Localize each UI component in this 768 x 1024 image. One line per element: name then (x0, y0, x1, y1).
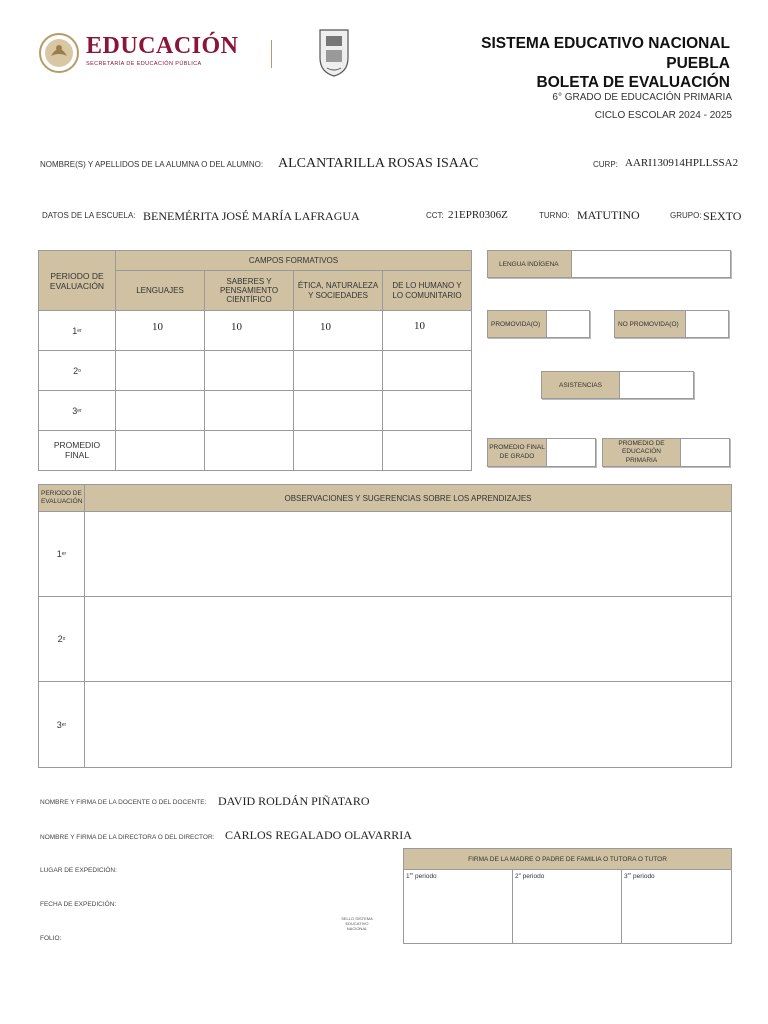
col-header-saberes: SABERES Y PENSAMIENTO CIENTÍFICO (204, 270, 294, 311)
obs-text-field[interactable] (84, 596, 732, 682)
period-number: 3 (56, 719, 62, 730)
grade-cell (115, 350, 205, 391)
puebla-shield-icon (317, 28, 351, 78)
student-name-label: NOMBRE(S) Y APELLIDOS DE LA ALUMNA O DEL ALUMNO: (40, 160, 264, 169)
lengua-indigena-label: LENGUA INDÍGENA (488, 251, 571, 277)
docente-label: NOMBRE Y FIRMA DE LA DOCENTE O DEL DOCENTE: (40, 799, 207, 806)
curp-label: CURP: (593, 160, 618, 169)
no-promovida-box (614, 310, 729, 338)
lengua-indigena-field[interactable] (571, 251, 730, 277)
sep-logo (38, 32, 238, 76)
period-number: 2 (515, 873, 519, 881)
grade-cell (204, 350, 294, 391)
grupo-label: GRUPO: (670, 211, 702, 220)
school-label: DATOS DE LA ESCUELA: (42, 211, 136, 220)
col-header-etica: ÉTICA, NATURALEZA Y SOCIEDADES (293, 270, 383, 311)
grade-cell (382, 350, 472, 391)
state-title: PUEBLA (666, 55, 730, 72)
promedio-primaria-box (602, 438, 730, 467)
col-header-humano: DE LO HUMANO Y LO COMUNITARIO (382, 270, 472, 311)
system-title: SISTEMA EDUCATIVO NACIONAL (481, 35, 730, 52)
period-number: 3 (624, 873, 628, 881)
grade-cell: 10 (204, 310, 294, 351)
grade-cell (115, 390, 205, 431)
turno-label: TURNO: (539, 211, 570, 220)
period-word: periodo (631, 873, 655, 881)
obs-period-cell-2 (38, 596, 85, 682)
period-suffix: er (61, 551, 67, 557)
docente-name: DAVID ROLDÁN PIÑATARO (218, 794, 370, 808)
grade-cell (382, 430, 472, 471)
period-cell-1 (38, 310, 116, 351)
period-number: 2 (73, 365, 79, 376)
signature-cell-3[interactable] (622, 870, 731, 943)
grade-cell (204, 430, 294, 471)
grade-cell (293, 350, 383, 391)
curp-value: AARI130914HPLLSSA2 (625, 157, 739, 169)
period-suffix: o (518, 871, 521, 876)
period-word: periodo (413, 873, 437, 881)
header-divider (271, 40, 272, 68)
grade-cell (293, 390, 383, 431)
parent-signature-table (403, 848, 732, 944)
campos-header: CAMPOS FORMATIVOS (115, 250, 472, 271)
fecha-label: FECHA DE EXPEDICIÓN: (40, 901, 117, 908)
grade-cell (293, 430, 383, 471)
asistencias-field[interactable] (619, 372, 693, 398)
grupo-value: SEXTO (703, 209, 742, 223)
grade-cell: 10 (115, 310, 205, 351)
period-cell-2 (38, 350, 116, 391)
grade-cell (115, 430, 205, 471)
period-number: 3 (72, 405, 78, 416)
cct-label: CCT: (426, 211, 444, 220)
period-suffix: er (77, 407, 82, 414)
period-suffix: o (62, 636, 66, 642)
student-name: ALCANTARILLA ROSAS ISAAC (278, 156, 479, 171)
no-promovida-field[interactable] (685, 311, 728, 337)
period-suffix: er (77, 327, 82, 334)
period-number: 1 (406, 873, 410, 881)
period-number: 1 (72, 325, 78, 336)
period-suffix: er (627, 871, 632, 876)
lengua-indigena-box (487, 250, 731, 278)
col-header-lenguajes: LENGUAJES (115, 270, 205, 311)
promedio-grado-label: PROMEDIO FINAL DE GRADO (488, 439, 546, 466)
turno-value: MATUTINO (577, 208, 640, 222)
obs-header: OBSERVACIONES Y SUGERENCIAS SOBRE LOS APRENDIZAJES (84, 484, 732, 512)
brand-title: EDUCACIÓN (86, 33, 239, 59)
period-cell-3 (38, 390, 116, 431)
period-suffix: o (78, 367, 81, 374)
obs-text-field[interactable] (84, 681, 732, 768)
promedio-grado-box (487, 438, 596, 467)
eagle-emblem-icon (38, 32, 80, 74)
asistencias-box (541, 371, 694, 399)
brand-subtitle: SECRETARÍA DE EDUCACIÓN PÚBLICA (86, 61, 202, 67)
signature-cell-2[interactable] (513, 870, 622, 943)
lugar-label: LUGAR DE EXPEDICIÓN: (40, 867, 117, 874)
period-suffix: er (61, 721, 67, 728)
period-word: periodo (520, 873, 545, 881)
promedio-primaria-field[interactable] (680, 439, 729, 466)
promedio-grado-field[interactable] (546, 439, 595, 466)
director-name: CARLOS REGALADO OLAVARRIA (225, 828, 412, 842)
period-number: 2 (57, 634, 63, 644)
promedio-final-label: PROMEDIO FINAL (38, 430, 116, 471)
promovida-box (487, 310, 590, 338)
seal-text: SELLO SISTEMA EDUCATIVO NACIONAL (341, 916, 373, 931)
promovida-field[interactable] (546, 311, 589, 337)
document-title: BOLETA DE EVALUACIÓN (536, 74, 730, 91)
cct-value: 21EPR0306Z (448, 209, 508, 221)
period-header: PERIODO DE EVALUACIÓN (38, 250, 116, 311)
promedio-primaria-label: PROMEDIO DE EDUCACIÓN PRIMARIA (603, 439, 680, 466)
folio-label: FOLIO: (40, 935, 62, 942)
parent-signature-header: FIRMA DE LA MADRE O PADRE DE FAMILIA O TUTORA O TUTOR (404, 849, 731, 870)
obs-period-cell-3 (38, 681, 85, 768)
grade-cell (382, 390, 472, 431)
obs-period-cell-1 (38, 511, 85, 597)
cycle-label: CICLO ESCOLAR 2024 - 2025 (594, 110, 732, 121)
grade-cell: 10 (382, 310, 472, 351)
signature-cell-1[interactable] (404, 870, 513, 943)
promovida-label: PROMOVIDA(O) (488, 311, 546, 337)
asistencias-label: ASISTENCIAS (542, 372, 619, 398)
grade-cell (204, 390, 294, 431)
no-promovida-label: NO PROMOVIDA(O) (615, 311, 685, 337)
director-label: NOMBRE Y FIRMA DE LA DIRECTORA O DEL DIRECTOR: (40, 834, 215, 841)
obs-period-header: PERIODO DE EVALUACIÓN (38, 484, 85, 512)
school-name: BENEMÉRITA JOSÉ MARÍA LAFRAGUA (143, 209, 360, 223)
obs-text-field[interactable] (84, 511, 732, 597)
period-number: 1 (56, 549, 62, 559)
grade-label: 6° GRADO DE EDUCACIÓN PRIMARIA (552, 92, 732, 103)
period-suffix: er (409, 871, 414, 876)
grade-cell: 10 (293, 310, 383, 351)
